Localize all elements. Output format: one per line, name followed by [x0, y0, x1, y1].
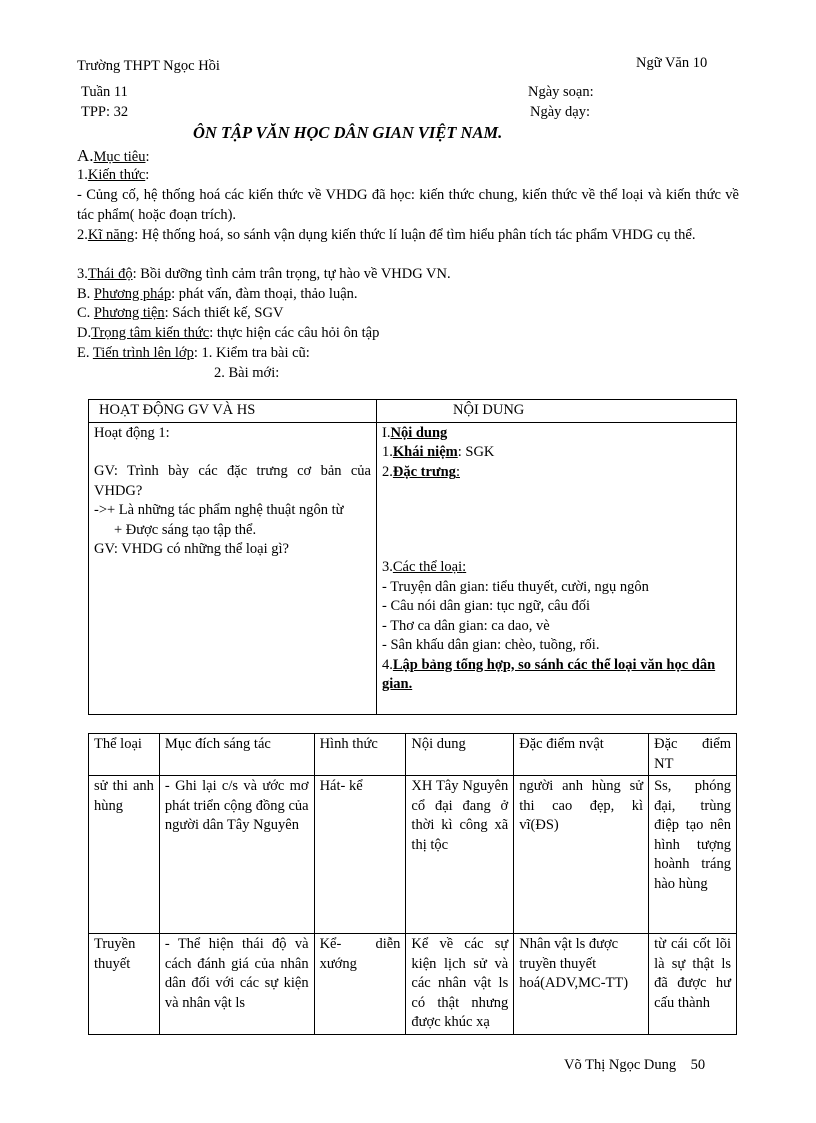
summary-num: 4.: [382, 656, 393, 673]
header-cell: Hình thức: [314, 734, 406, 776]
activity-number: Hoạt động 1:: [94, 424, 170, 441]
section-letter: A.: [77, 146, 94, 165]
feature-line: [382, 463, 731, 483]
attitude-label: Thái độ: [87, 266, 133, 282]
process-line: [77, 344, 310, 363]
genre-label: Các thể loại: [392, 559, 463, 575]
means-line: [77, 304, 283, 323]
table-cell: - Thể hiện thái độ và cách đánh giá của nhân dân đối với các sự kiện và nhân vật ls: [159, 934, 314, 1035]
genre-item: - Truyện dân gian: tiểu thuyết, cười, ngụ ngôn: [382, 578, 649, 595]
content-s1-num: I.: [382, 424, 391, 441]
week-label: Tuần 11: [81, 84, 128, 100]
activity-left-cell: [89, 422, 377, 714]
skill-paragraph: [77, 226, 739, 246]
footer-author: Võ Thị Ngọc Dung: [564, 1057, 677, 1073]
question-genres: GV: VHDG có những thể loại gì?: [94, 541, 289, 557]
process-text: : 1. Kiểm tra bài cũ:: [193, 345, 310, 361]
header-cell: Nội dung: [406, 734, 514, 776]
table-cell: sử thi anh hùng: [89, 776, 160, 934]
attitude-text: : Bồi dưỡng tình cảm trân trọng, tự hào về VHDG VN.: [132, 266, 451, 282]
genre-colon: :: [462, 559, 467, 575]
methods-label: Phương pháp: [93, 286, 172, 302]
school-name: Trường THPT Ngọc Hồi: [77, 58, 220, 74]
header-cell: Đặc điểm NT: [649, 734, 737, 776]
genre-table-header: [89, 734, 737, 776]
genre-item: - Sân khấu dân gian: chèo, tuồng, rối.: [382, 637, 600, 653]
feature-label: Đặc trưng: [392, 463, 456, 480]
tpp-label: TPP: 32: [81, 104, 129, 120]
teach-date-label: Ngày dạy:: [530, 104, 590, 120]
knowledge-num: 1.: [77, 167, 88, 183]
table-cell: Truyền thuyết: [89, 934, 160, 1035]
header-cell: Mục đích sáng tác: [159, 734, 314, 776]
activity-right-cell: [377, 422, 737, 714]
table-cell: Kể- diễn xướng: [314, 934, 406, 1035]
process-step2: 2. Bài mới:: [214, 365, 280, 381]
activity-table-header: [89, 400, 737, 423]
activity-col-header: HOẠT ĐỘNG GV VÀ HS: [89, 400, 377, 423]
content-section-1: [382, 424, 731, 444]
genre-num: 3.: [382, 559, 393, 575]
subject-name: Ngữ Văn 10: [636, 55, 708, 71]
process-label: Tiến trình lên lớp: [92, 345, 194, 361]
table-cell: Kể về các sự kiện lịch sử và các nhân vật ls có thật nhưng được khúc xạ: [406, 934, 514, 1035]
genre-item: - Câu nói dân gian: tục ngữ, câu đối: [382, 598, 590, 614]
concept-label: Khái niệm: [392, 444, 458, 460]
table-cell: XH Tây Nguyên cổ đại đang ở thời kì công xã thị tộc: [406, 776, 514, 934]
page-number: 50: [690, 1057, 706, 1073]
skill-num: 2.: [77, 227, 88, 243]
knowledge-label: Kiến thức: [87, 167, 146, 183]
attitude-paragraph: [77, 265, 451, 284]
focus-text: : thực hiện các câu hỏi ôn tập: [209, 325, 380, 341]
table-cell: Ss, phóng đại, trùng điệp tạo nên hình tượng hoành tráng hào hùng: [649, 776, 737, 934]
methods-line: [77, 285, 358, 304]
table-row: [89, 934, 737, 1035]
feature-num: 2.: [382, 463, 393, 480]
concept-text: : SGK: [457, 444, 495, 460]
objectives-label: Mục tiêu: [93, 149, 146, 165]
table-cell: Hát- kể: [314, 776, 406, 934]
answer-line-2: + Được sáng tạo tập thể.: [114, 521, 257, 538]
header-cell: Đặc điểm nvật: [514, 734, 649, 776]
genre-heading: [382, 558, 731, 578]
methods-text: : phát vấn, đàm thoại, thảo luận.: [171, 286, 358, 302]
means-prefix: C.: [77, 305, 91, 321]
attitude-num: 3.: [77, 266, 88, 282]
table-cell: Nhân vật ls được truyền thuyết hoá(ADV,MC-TT): [514, 934, 649, 1035]
activity-table: [88, 399, 737, 715]
genre-table: [88, 733, 737, 1035]
focus-prefix: D.: [77, 325, 92, 341]
methods-prefix: B.: [77, 286, 91, 302]
means-text: : Sách thiết kế, SGV: [164, 305, 284, 321]
concept-line: [382, 443, 731, 463]
skill-text: : Hệ thống hoá, so sánh vận dụng kiến thức lí luận để tìm hiểu phân tích tác phẩm VHDG cụ thể.: [134, 227, 696, 243]
prep-date-label: Ngày soạn:: [528, 84, 594, 100]
table-cell: người anh hùng sử thi cao đẹp, kì vĩ(ĐS): [514, 776, 649, 934]
focus-label: Trọng tâm kiến thức: [91, 325, 210, 341]
knowledge-heading: [77, 166, 149, 185]
footer: [564, 1056, 705, 1075]
means-label: Phương tiện: [93, 305, 165, 321]
table-row: [89, 776, 737, 934]
answer-line-1: ->+ Là những tác phẩm nghệ thuật ngôn từ: [94, 502, 344, 518]
content-s1-label: Nội dung: [390, 424, 448, 441]
table-cell: từ cái cốt lõi là sự thật ls đã được hư cấu thành: [649, 934, 737, 1035]
focus-line: [77, 324, 379, 343]
page-title: ÔN TẬP VĂN HỌC DÂN GIAN VIỆT NAM.: [193, 123, 503, 142]
table-cell: - Ghi lại c/s và ước mơ phát triển cộng đồng của người dân Tây Nguyên: [159, 776, 314, 934]
objectives-colon: :: [145, 149, 150, 165]
skill-label: Kĩ năng: [87, 227, 135, 243]
genre-item: - Thơ ca dân gian: ca dao, vè: [382, 617, 550, 634]
content-col-header: NỘI DUNG: [377, 400, 737, 423]
summary-heading: [382, 656, 728, 695]
summary-label: Lập bảng tổng hợp, so sánh các thể loại văn học dân gian.: [382, 656, 716, 692]
feature-colon: :: [455, 463, 460, 480]
question-features: GV: Trình bày các đặc trưng cơ bản của VHDG?: [94, 463, 371, 499]
knowledge-text: - Củng cố, hệ thống hoá các kiến thức về VHDG đã học: kiến thức chung, kiến thức về thể loại và kiến thức về tác phẩm( hoặc đoạn trích).: [77, 187, 739, 223]
header-cell: Thể loại: [89, 734, 160, 776]
knowledge-colon: :: [145, 167, 150, 183]
objectives-heading: [77, 146, 150, 167]
concept-num: 1.: [382, 444, 393, 460]
activity-table-body: [89, 422, 737, 714]
process-prefix: E.: [77, 345, 90, 361]
